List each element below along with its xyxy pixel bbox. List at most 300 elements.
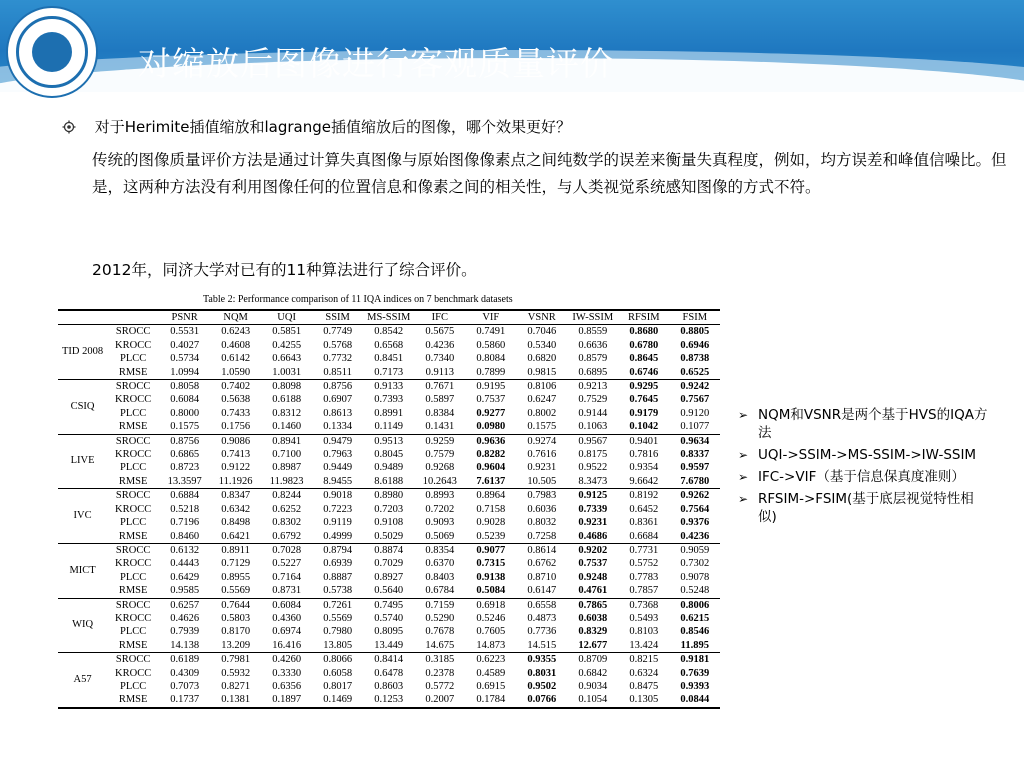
table-cell: 0.7073 [170,680,200,692]
table-cell: 0.9268 [425,462,455,474]
table-cell: 0.9179 [629,407,659,419]
table-cell: 0.4626 [170,612,200,624]
table-cell: 0.4761 [567,584,618,598]
table-cell: 0.6356 [272,680,302,692]
table-cell: 0.8084 [476,353,506,365]
metric-name: KROCC [115,667,152,679]
table-cell: 0.8002 [527,407,557,419]
table-cell: 0.8312 [272,407,302,419]
question-text: 对于Herimite插值缩放和lagrange插值缩放后的图像，哪个效果更好？ [94,118,572,136]
table-cell: 0.4309 [170,667,200,679]
table-cell: 0.7899 [465,366,516,380]
table-cell: 8.3473 [567,475,618,489]
arrow-bullet-icon: ➢ [738,492,749,506]
side-note-text: UQI->SSIM->MS-SSIM->IW-SSIM [758,447,977,463]
table-cell: 0.9355 [527,654,557,666]
table-cell: 0.8354 [425,544,455,556]
table-cell: 0.8993 [425,490,455,502]
table-row [58,352,720,365]
table-cell: 0.7732 [323,353,353,365]
table-cell: 0.8244 [272,490,302,502]
table-cell: 14.515 [516,639,567,653]
table-header-cell: IW-SSIM [567,310,618,325]
table-cell: 0.6038 [578,612,608,624]
table-cell: 0.7029 [374,558,404,570]
table-cell: 0.5569 [210,584,261,598]
table-cell: 0.6370 [425,558,455,570]
table-cell: 0.7100 [272,449,302,461]
table-cell: 0.1063 [567,420,618,434]
table-cell: 0.9113 [414,366,465,380]
table-row [58,489,720,503]
table-cell: 0.8106 [527,381,557,393]
metric-name: PLCC [119,517,147,529]
table-cell: 0.8511 [312,366,363,380]
table-cell: 0.4255 [272,339,302,351]
metric-name: PLCC [119,353,147,365]
table-cell: 0.6147 [516,584,567,598]
side-note [738,406,988,442]
table-cell: 0.9502 [527,680,557,692]
table-row [58,434,720,448]
table-cell: 0.5227 [272,558,302,570]
table-row [58,612,720,625]
table-cell: 0.9567 [578,435,608,447]
table-cell: 0.7645 [629,394,659,406]
table-cell: 0.7028 [272,544,302,556]
table-cell: 14.138 [159,639,210,653]
table-cell: 0.7678 [425,626,455,638]
table-cell: 0.7939 [170,626,200,638]
table-cell: 14.675 [414,639,465,653]
table-cell: 0.8645 [629,353,659,365]
table-cell: 13.3597 [159,475,210,489]
table-cell: 0.6215 [680,612,710,624]
table-cell: 0.0766 [516,693,567,707]
table-cell: 0.9636 [476,435,506,447]
table-cell: 0.6188 [272,394,302,406]
table-cell: 0.8613 [323,407,353,419]
table-cell: 0.6478 [374,667,404,679]
table-cell: 0.8302 [272,517,302,529]
table-cell: 0.8991 [374,407,404,419]
table-cell: 0.7980 [323,626,353,638]
table-cell: 0.4999 [312,530,363,544]
metric-name: KROCC [115,339,152,351]
table-cell: 0.9086 [221,435,251,447]
table-cell: 0.7857 [618,584,669,598]
table-cell: 10.505 [516,475,567,489]
table-cell: 0.5493 [629,612,659,624]
table-cell: 0.6084 [272,599,302,611]
table-cell: 0.9277 [476,407,506,419]
table-cell: 0.9213 [578,381,608,393]
table-cell: 0.5569 [323,612,353,624]
table-cell: 0.6684 [618,530,669,544]
table-cell: 0.7203 [374,503,404,515]
paragraph-intro-text: 传统的图像质量评价方法是通过计算失真图像与原始图像像素点之间纯数学的误差来衡量失真程度，例如，均方误差和峰值信噪比。但是，这两种方法没有利用图像任何的位置信息和像素之间的相关性，与人类视觉系统感知图像的方式不符。 [92,151,1007,196]
table-cell: 0.6036 [527,503,557,515]
table-cell: 0.7173 [363,366,414,380]
table-row [58,598,720,612]
table-cell: 0.8709 [578,654,608,666]
table-cell: 0.5803 [221,612,251,624]
table-cell: 11.9823 [261,475,312,489]
table-row [58,693,720,707]
metric-name: RMSE [107,639,159,653]
table-row [58,667,720,680]
table-cell: 0.9034 [578,680,608,692]
metric-name: PLCC [119,680,147,692]
table-cell: 0.7983 [527,490,557,502]
slide-header [0,0,1024,92]
table-cell: 0.4260 [272,654,302,666]
table-body [58,325,720,708]
table-cell: 0.6865 [170,449,200,461]
table-cell: 0.7981 [221,654,251,666]
table-cell: 0.8980 [374,490,404,502]
metric-name: SROCC [115,654,151,666]
table-cell: 0.6842 [578,667,608,679]
table-cell: 0.1381 [210,693,261,707]
table-row [58,557,720,570]
table-header-cell: UQI [261,310,312,325]
metric-name: PLCC [119,571,147,583]
table-cell: 0.8680 [629,326,659,338]
table-cell: 0.9513 [374,435,404,447]
table-cell: 0.7537 [578,558,608,570]
table-cell: 0.5029 [363,530,414,544]
metric-name: RMSE [107,420,159,434]
table-cell: 0.9295 [629,381,659,393]
table-cell: 0.6243 [221,326,251,338]
metric-name: SROCC [115,381,151,393]
table-cell: 0.5860 [476,339,506,351]
table-cell: 0.7605 [476,626,506,638]
table-cell: 0.5531 [170,326,200,338]
table-cell: 0.8095 [374,626,404,638]
table-cell: 0.9376 [680,517,710,529]
dataset-name: LIVE [58,434,107,489]
table-cell: 0.8175 [578,449,608,461]
table-cell: 0.7433 [221,407,251,419]
table-cell: 0.1737 [159,693,210,707]
dataset-name: A57 [58,653,107,708]
table-cell: 0.8874 [374,544,404,556]
table-cell: 0.7644 [221,599,251,611]
table-cell: 7.6780 [669,475,720,489]
table-cell: 0.7736 [527,626,557,638]
table-cell: 0.6915 [476,680,506,692]
table-cell: 0.8032 [527,517,557,529]
table-cell: 0.5638 [221,394,251,406]
table-cell: 0.5932 [221,667,251,679]
table-cell: 0.9479 [323,435,353,447]
table-cell: 0.9259 [425,435,455,447]
gear-bullet-icon [62,120,76,134]
table-cell: 8.9455 [312,475,363,489]
table-cell: 0.7865 [578,599,608,611]
table-cell: 0.6252 [272,503,302,515]
table-caption: Table 2: Performance comparison of 11 IQA indices on 7 benchmark datasets [203,294,513,305]
table-cell: 0.7302 [680,558,710,570]
table-cell: 0.8460 [159,530,210,544]
table-row [58,407,720,420]
metric-name: RMSE [107,366,159,380]
dataset-name: TID 2008 [58,325,107,380]
table-cell: 0.6142 [221,353,251,365]
table-row [58,516,720,529]
table-cell: 0.7159 [425,599,455,611]
table-cell: 0.7196 [170,517,200,529]
table-row [58,475,720,489]
table-cell: 0.8403 [425,571,455,583]
metric-name: KROCC [115,449,152,461]
table-cell: 0.8731 [261,584,312,598]
table-cell: 0.8058 [170,381,200,393]
table-header-cell: IFC [414,310,465,325]
metric-name: SROCC [115,490,151,502]
table-row [58,380,720,394]
table-cell: 0.4236 [425,339,455,351]
table-row [58,325,720,339]
table-cell: 0.8955 [221,571,251,583]
table-header-cell: MS-SSIM [363,310,414,325]
table-cell: 0.8546 [680,626,710,638]
metric-name: SROCC [115,435,151,447]
table-cell: 0.1784 [465,693,516,707]
table-cell: 0.7223 [323,503,353,515]
metric-name: PLCC [119,462,147,474]
dataset-name: IVC [58,489,107,544]
table-cell: 0.9138 [476,571,506,583]
table-cell: 0.8192 [629,490,659,502]
table-cell: 0.9133 [374,381,404,393]
table-cell: 0.6558 [527,599,557,611]
table-cell: 0.7567 [680,394,710,406]
metric-name: PLCC [119,407,147,419]
table-cell: 0.9449 [323,462,353,474]
table-header-cell: PSNR [159,310,210,325]
table-row [58,339,720,352]
table-cell: 0.6189 [170,654,200,666]
table-cell: 0.7340 [425,353,455,365]
table-cell: 0.1334 [312,420,363,434]
table-cell: 0.7783 [629,571,659,583]
table-cell: 0.1756 [210,420,261,434]
table-header-cell: VIF [465,310,516,325]
table-row [58,571,720,584]
arrow-bullet-icon: ➢ [738,408,749,422]
table-cell: 0.8384 [425,407,455,419]
table-cell: 0.7963 [323,449,353,461]
table-cell: 0.6421 [210,530,261,544]
table-cell: 0.6939 [323,558,353,570]
table-cell: 0.7046 [527,326,557,338]
dataset-name: MICT [58,543,107,598]
table-cell: 0.6636 [578,339,608,351]
table-cell: 0.2007 [414,693,465,707]
table-cell: 0.9231 [527,462,557,474]
table-cell: 0.1149 [363,420,414,434]
table-header-cell: NQM [210,310,261,325]
table-cell: 14.873 [465,639,516,653]
table-row [58,420,720,434]
table-cell: 0.8614 [527,544,557,556]
side-note-text: RFSIM->FSIM(基于底层视觉特性相似) [758,491,974,525]
table-cell: 16.416 [261,639,312,653]
table-cell: 0.6784 [414,584,465,598]
table-cell: 0.9077 [476,544,506,556]
table-cell: 0.5290 [425,612,455,624]
dataset-name: WIQ [58,598,107,653]
table-cell: 0.8329 [578,626,608,638]
table-cell: 1.0590 [210,366,261,380]
slide-title: 对缩放后图像进行客观质量评价 [138,44,614,83]
table-row [58,393,720,406]
table-cell: 0.8045 [374,449,404,461]
table-cell: 0.4236 [669,530,720,544]
table-cell: 0.6974 [272,626,302,638]
side-note-text: NQM和VSNR是两个基于HVS的IQA方法 [758,407,988,441]
table-cell: 0.7368 [629,599,659,611]
table-cell: 0.5738 [312,584,363,598]
table-row [58,543,720,557]
side-note [738,490,988,526]
table-cell: 0.5084 [465,584,516,598]
table-cell: 0.9125 [578,490,608,502]
table-cell: 0.4589 [476,667,506,679]
table-cell: 0.9028 [476,517,506,529]
table-cell: 0.4027 [170,339,200,351]
table-cell: 0.7315 [476,558,506,570]
table-cell: 0.7491 [476,326,506,338]
table-row [58,680,720,693]
table-cell: 0.5734 [170,353,200,365]
table-cell: 0.9231 [578,517,608,529]
table-cell: 0.3330 [272,667,302,679]
table-row [58,503,720,516]
table-cell: 0.1253 [363,693,414,707]
metric-name: SROCC [115,326,151,338]
table-cell: 0.7202 [425,503,455,515]
table-cell: 0.8282 [476,449,506,461]
logo-inner [32,32,72,72]
table-cell: 0.9181 [680,654,710,666]
table-cell: 0.6058 [323,667,353,679]
table-cell: 0.8170 [221,626,251,638]
table-cell: 0.9522 [578,462,608,474]
table-cell: 0.8805 [680,326,710,338]
table-cell: 0.9604 [476,462,506,474]
table-cell: 0.9354 [629,462,659,474]
table-cell: 0.1054 [567,693,618,707]
table-cell: 0.6525 [669,366,720,380]
table-row [58,530,720,544]
table-cell: 0.8017 [323,680,353,692]
table-cell: 0.1305 [618,693,669,707]
table-cell: 8.6188 [363,475,414,489]
table-cell: 0.6946 [680,339,710,351]
table-cell: 7.6137 [465,475,516,489]
table-cell: 0.7261 [323,599,353,611]
table-row [58,625,720,638]
table-cell: 0.6342 [221,503,251,515]
metric-name: SROCC [115,599,151,611]
side-note [738,468,988,486]
university-logo [6,6,98,98]
table-cell: 0.7639 [680,667,710,679]
table-cell: 0.6223 [476,654,506,666]
paragraph-2012-text: 2012年，同济大学对已有的11种算法进行了综合评价。 [92,261,477,279]
table-cell: 0.5740 [374,612,404,624]
metric-name: RMSE [107,584,159,598]
table-cell: 0.8271 [221,680,251,692]
table-cell: 0.7564 [680,503,710,515]
table-cell: 0.5640 [363,584,414,598]
table-header-cell: SSIM [312,310,363,325]
table-cell: 0.8559 [578,326,608,338]
table-cell: 13.449 [363,639,414,653]
table-cell: 0.5851 [272,326,302,338]
metric-name: KROCC [115,612,152,624]
table-cell: 0.8006 [680,599,710,611]
side-notes [738,406,988,530]
table-cell: 0.6907 [323,394,353,406]
table-cell: 0.9078 [680,571,710,583]
table-row [58,639,720,653]
table-cell: 0.5675 [425,326,455,338]
performance-table [58,309,720,709]
table-cell: 0.0980 [465,420,516,434]
table-cell: 0.8794 [323,544,353,556]
table-cell: 0.7749 [323,326,353,338]
table-cell: 0.8579 [578,353,608,365]
metric-name: PLCC [119,626,147,638]
table-cell: 0.4686 [567,530,618,544]
table-cell: 0.4443 [170,558,200,570]
table-cell: 0.8361 [629,517,659,529]
table-cell: 0.8066 [323,654,353,666]
table-cell: 0.6568 [374,339,404,351]
table-cell: 0.4360 [272,612,302,624]
table-cell: 0.8911 [221,544,250,556]
table-cell: 0.7579 [425,449,455,461]
table-cell: 0.7258 [516,530,567,544]
table-cell: 0.7816 [629,449,659,461]
table-cell: 0.8414 [374,654,404,666]
table-cell: 0.7164 [272,571,302,583]
side-note [738,446,988,464]
table-cell: 0.4873 [527,612,557,624]
table-cell: 0.8887 [323,571,353,583]
table-header-row [58,310,720,325]
table-row [58,448,720,461]
table-cell: 0.7339 [578,503,608,515]
table-cell: 0.9108 [374,517,404,529]
table-cell: 0.6884 [170,490,200,502]
table-cell: 0.1042 [618,420,669,434]
table-cell: 11.895 [669,639,720,653]
table-cell: 0.7671 [425,381,455,393]
arrow-bullet-icon: ➢ [738,470,749,484]
table-cell: 0.8475 [629,680,659,692]
table-cell: 0.7158 [476,503,506,515]
table-cell: 0.5772 [425,680,455,692]
table-cell: 1.0031 [261,366,312,380]
table-cell: 0.9248 [578,571,608,583]
table-cell: 0.7495 [374,599,404,611]
